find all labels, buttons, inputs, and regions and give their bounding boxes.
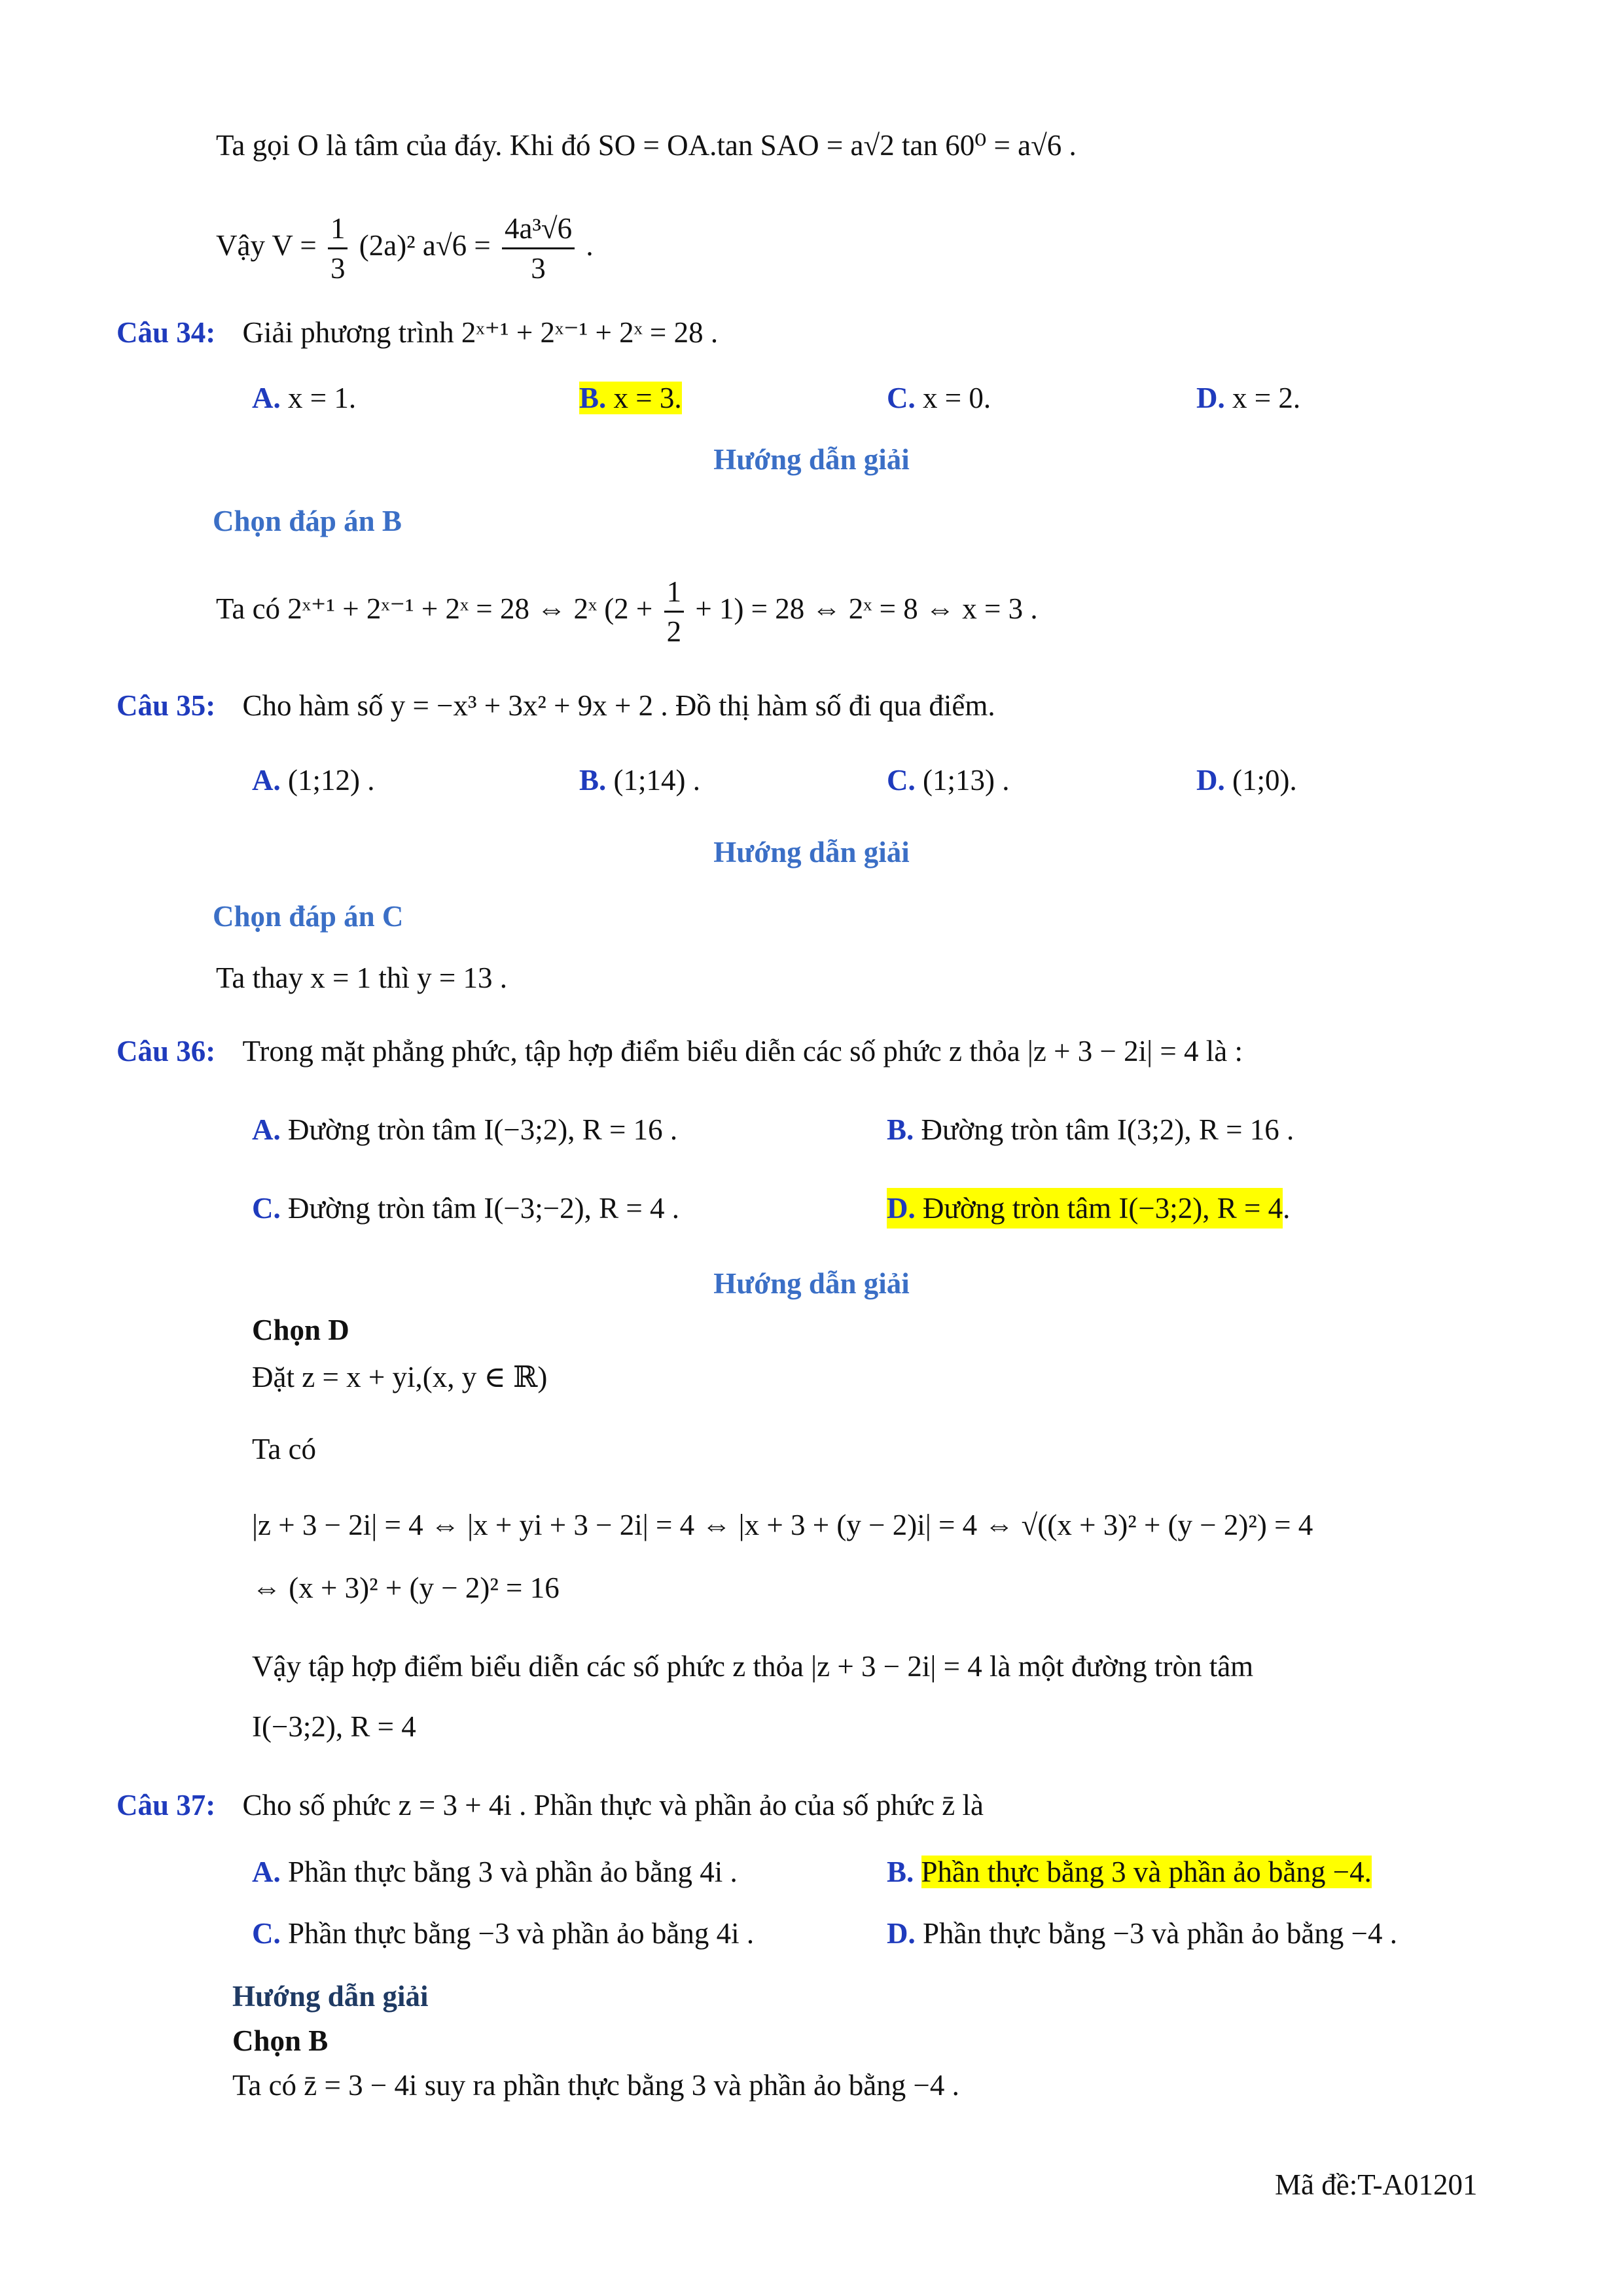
answer-choice: Chọn B: [232, 2024, 329, 2057]
answer-choice: Chọn D: [252, 1314, 349, 1346]
solution-step: I(−3;2), R = 4: [252, 1710, 416, 1743]
fraction-one-half: $\frac{1}{2}$: [664, 573, 685, 651]
answer-choice: Chọn đáp án C: [213, 900, 404, 933]
option-c[interactable]: C. Phần thực bằng −3 và phần ảo bằng 4i .: [252, 1917, 755, 1950]
solution-step: Đặt z = x + yi,(x, y ∈ ℝ): [252, 1361, 548, 1393]
option-d[interactable]: D. Đường tròn tâm I(−3;2), R = 4.: [887, 1189, 1290, 1228]
option-a[interactable]: A. Đường tròn tâm I(−3;2), R = 16 .: [252, 1113, 678, 1146]
question-text: Giải phương trình 2ˣ⁺¹ + 2ˣ⁻¹ + 2ˣ = 28 .: [242, 316, 719, 349]
question-label: Câu 34:: [116, 316, 216, 349]
volume-prefix: Vậy V =: [216, 229, 317, 262]
solution-step: Vậy tập hợp điểm biểu diễn các số phức z thỏa |z + 3 − 2i| = 4 là một đường tròn tâm: [252, 1650, 1254, 1683]
option-b[interactable]: B. (1;14) .: [579, 764, 700, 797]
question-36: [116, 1031, 1243, 1071]
fraction-one-third: $\frac{1}{3}$: [328, 209, 348, 287]
volume-mid: (2a)² a√6 =: [359, 229, 491, 262]
exam-code: Mã đề:T-A01201: [1275, 2168, 1478, 2201]
option-a[interactable]: A. (1;12) .: [252, 764, 375, 797]
question-label: Câu 37:: [116, 1789, 216, 1821]
guide-heading: Hướng dẫn giải: [232, 1980, 429, 2013]
fraction-result: $\frac{\text{4a³√6}}{3}$: [502, 209, 575, 287]
solution-step: ⇔ (x + 3)² + (y − 2)² = 16: [252, 1571, 560, 1604]
option-b[interactable]: B. x = 3.: [579, 382, 682, 414]
option-c[interactable]: C. x = 0.: [887, 382, 991, 414]
question-text: Cho số phức z = 3 + 4i . Phần thực và phần ảo của số phức z̄ là: [242, 1789, 984, 1821]
option-d[interactable]: D. Phần thực bằng −3 và phần ảo bằng −4 .: [887, 1917, 1397, 1950]
guide-heading: Hướng dẫn giải: [713, 836, 910, 869]
option-a[interactable]: A. x = 1.: [252, 382, 357, 414]
guide-heading: Hướng dẫn giải: [713, 443, 910, 476]
solution-37: Ta có z̄ = 3 − 4i suy ra phần thực bằng 3 và phần ảo bằng −4 .: [232, 2069, 959, 2102]
guide-heading: Hướng dẫn giải: [713, 1267, 910, 1300]
option-b[interactable]: B. Phần thực bằng 3 và phần ảo bằng −4.: [887, 1856, 1372, 1888]
option-d[interactable]: D. (1;0).: [1196, 764, 1297, 797]
option-c[interactable]: C. Đường tròn tâm I(−3;−2), R = 4 .: [252, 1192, 680, 1225]
solution-step: Ta có: [252, 1433, 317, 1465]
answer-choice: Chọn đáp án B: [213, 505, 402, 537]
question-35: [116, 686, 995, 725]
option-c[interactable]: C. (1;13) .: [887, 764, 1010, 797]
question-37: [116, 1785, 984, 1825]
option-a[interactable]: A. Phần thực bằng 3 và phần ảo bằng 4i .: [252, 1856, 738, 1888]
intro-line: Ta gọi O là tâm của đáy. Khi đó SO = OA.tan SAO = a√2 tan 60⁰ = a√6 .: [216, 129, 1077, 162]
solution-35: Ta thay x = 1 thì y = 13 .: [216, 961, 508, 994]
question-text: Cho hàm số y = −x³ + 3x² + 9x + 2 . Đồ thị hàm số đi qua điểm.: [242, 689, 995, 722]
question-label: Câu 35:: [116, 689, 216, 722]
question-34: [116, 313, 718, 352]
solution-34: Ta có 2ˣ⁺¹ + 2ˣ⁻¹ + 2ˣ = 28 ⇔ 2ˣ (2 + $\frac{1}{2}$ + 1) = 28 ⇔ 2ˣ = 8 ⇔ x = 3 .: [216, 563, 1038, 655]
question-label: Câu 36:: [116, 1035, 216, 1067]
volume-formula: [216, 196, 594, 295]
solution-step: |z + 3 − 2i| = 4 ⇔ |x + yi + 3 − 2i| = 4 ⇔ |x + 3 + (y − 2)i| = 4 ⇔ √((x + 3)² + (y − 2)²) = 4: [252, 1509, 1313, 1541]
question-text: Trong mặt phẳng phức, tập hợp điểm biểu diễn các số phức z thỏa |z + 3 − 2i| = 4 là :: [242, 1035, 1243, 1067]
option-b[interactable]: B. Đường tròn tâm I(3;2), R = 16 .: [887, 1113, 1294, 1146]
volume-end: .: [586, 229, 594, 262]
option-d[interactable]: D. x = 2.: [1196, 382, 1301, 414]
